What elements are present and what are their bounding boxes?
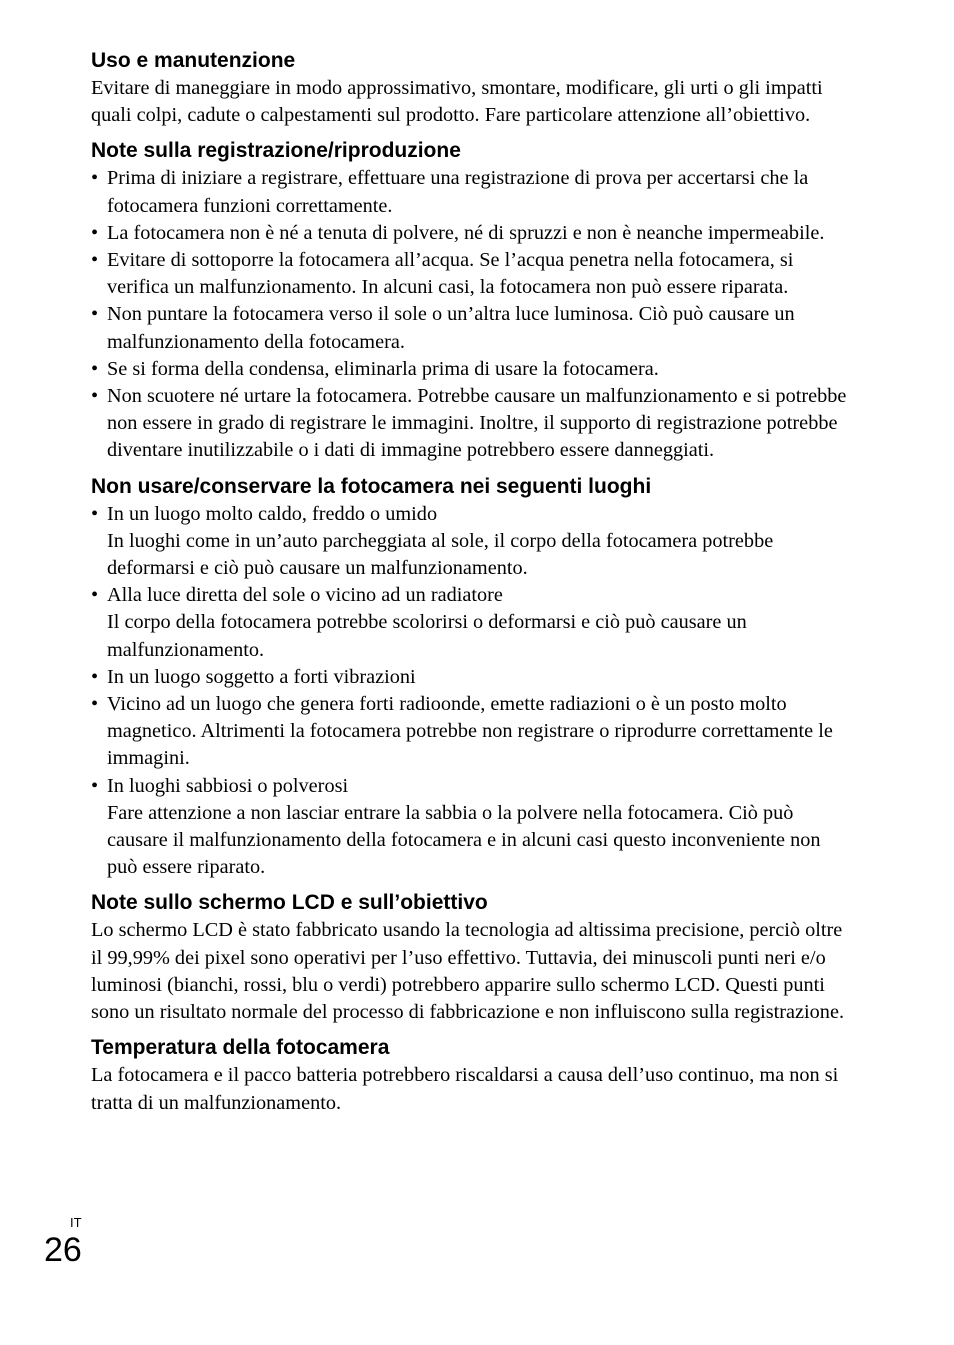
- section-heading: Uso e manutenzione: [91, 49, 296, 72]
- list-item: [91, 582, 851, 664]
- list-item-title: Vicino ad un luogo che genera forti radioonde, emette radiazioni o è un posto molto magnetico. Altrimenti la fotocamera potrebbe non registrare o riprodurre correttamente le immagini.: [107, 693, 833, 770]
- list-item-title: In un luogo molto caldo, freddo o umido: [107, 502, 438, 525]
- bullet-list: [91, 165, 851, 464]
- list-item-title: In luoghi sabbiosi o polverosi: [107, 774, 349, 797]
- section-heading: Temperatura della fotocamera: [91, 1036, 390, 1060]
- list-item-text: La fotocamera non è né a tenuta di polvere, né di spruzzi e non è neanche impermeabile.: [107, 221, 825, 244]
- bullet-icon: •: [91, 249, 99, 272]
- list-item-title: In un luogo soggetto a forti vibrazioni: [107, 665, 416, 688]
- list-item: [91, 220, 851, 247]
- list-item-detail: Fare attenzione a non lasciar entrare la sabbia o la polvere nella fotocamera. Ciò può causare il malfunzionamento della fotocamera e in alcuni casi questo inconveniente non può essere riparato.: [107, 801, 821, 879]
- bullet-icon: •: [91, 385, 99, 408]
- section-recording-notes: [91, 137, 851, 464]
- list-item-title: Alla luce diretta del sole o vicino ad un radiatore: [107, 584, 503, 607]
- bullet-icon: •: [91, 584, 99, 607]
- section-storage-places: [91, 473, 851, 882]
- page-number: 26: [44, 1231, 82, 1269]
- list-item-text: Prima di iniziare a registrare, effettuare una registrazione di prova per accertarsi che la fotocamera funzioni correttamente.: [107, 167, 809, 217]
- section-paragraph: Evitare di maneggiare in modo approssimativo, smontare, modificare, gli urti o gli impatti quali colpi, cadute o calpestamenti sul prodotto. Fare particolare attenzione all’obiettivo.: [91, 77, 823, 127]
- bullet-icon: •: [91, 303, 99, 326]
- list-item-text: Non puntare la fotocamera verso il sole o un’altra luce luminosa. Ciò può causare un malfunzionamento della fotocamera.: [107, 303, 795, 353]
- section-heading: Non usare/conservare la fotocamera nei seguenti luoghi: [91, 474, 652, 498]
- section-heading: Note sulla registrazione/riproduzione: [91, 139, 461, 163]
- section-heading: Note sullo schermo LCD e sull’obiettivo: [91, 891, 488, 915]
- list-item-detail: In luoghi come in un’auto parcheggiata al sole, il corpo della fotocamera potrebbe deformarsi e ciò può causare un malfunzionamento.: [107, 529, 774, 580]
- list-item: [91, 165, 851, 219]
- list-item: [91, 664, 851, 691]
- section-paragraph: Lo schermo LCD è stato fabbricato usando la tecnologia ad altissima precisione, perciò oltre il 99,99% dei pixel sono operativi per l’uso effettivo. Tuttavia, dei minuscoli punti neri e/o luminosi (bianchi, rossi, blu o verdi) potrebbero apparire sullo schermo LCD. Questi punti sono un risultato normale del processo di fabbricazione e non influiscono sulla registrazione.: [91, 919, 845, 1024]
- list-item: [91, 301, 851, 355]
- list-item-text: Se si forma della condensa, eliminarla prima di usare la fotocamera.: [107, 357, 659, 380]
- bullet-icon: •: [91, 221, 99, 244]
- section-temperature: [91, 1034, 851, 1116]
- section-paragraph: La fotocamera e il pacco batteria potrebbero riscaldarsi a causa dell’uso continuo, ma non si tratta di un malfunzionamento.: [91, 1064, 839, 1114]
- bullet-list: [91, 501, 851, 882]
- section-care: [91, 47, 851, 129]
- section-lcd-notes: [91, 889, 851, 1026]
- list-item-detail: Il corpo della fotocamera potrebbe scolorirsi o deformarsi e ciò può causare un malfunzionamento.: [107, 611, 747, 661]
- bullet-icon: •: [91, 693, 99, 716]
- list-item-text: Evitare di sottoporre la fotocamera all’acqua. Se l’acqua penetra nella fotocamera, si verifica un malfunzionamento. In alcuni casi, la fotocamera non può essere riparata.: [107, 249, 794, 299]
- bullet-icon: •: [91, 502, 99, 525]
- list-item: [91, 247, 851, 301]
- list-item: [91, 383, 851, 465]
- bullet-icon: •: [91, 357, 99, 380]
- bullet-icon: •: [91, 774, 99, 797]
- page-content: [91, 47, 851, 1125]
- page-footer: [44, 1216, 86, 1276]
- list-item: [91, 691, 851, 773]
- bullet-icon: •: [91, 167, 99, 190]
- list-item: [91, 773, 851, 882]
- list-item: [91, 501, 851, 583]
- list-item-text: Non scuotere né urtare la fotocamera. Potrebbe causare un malfunzionamento e si potrebbe non essere in grado di registrare le immagini. Inoltre, il supporto di registrazione potrebbe diventare inutilizzabile o i dati di immagine potrebbero essere danneggiati.: [107, 385, 847, 462]
- list-item: [91, 356, 851, 383]
- bullet-icon: •: [91, 665, 99, 688]
- language-code: IT: [70, 1215, 82, 1230]
